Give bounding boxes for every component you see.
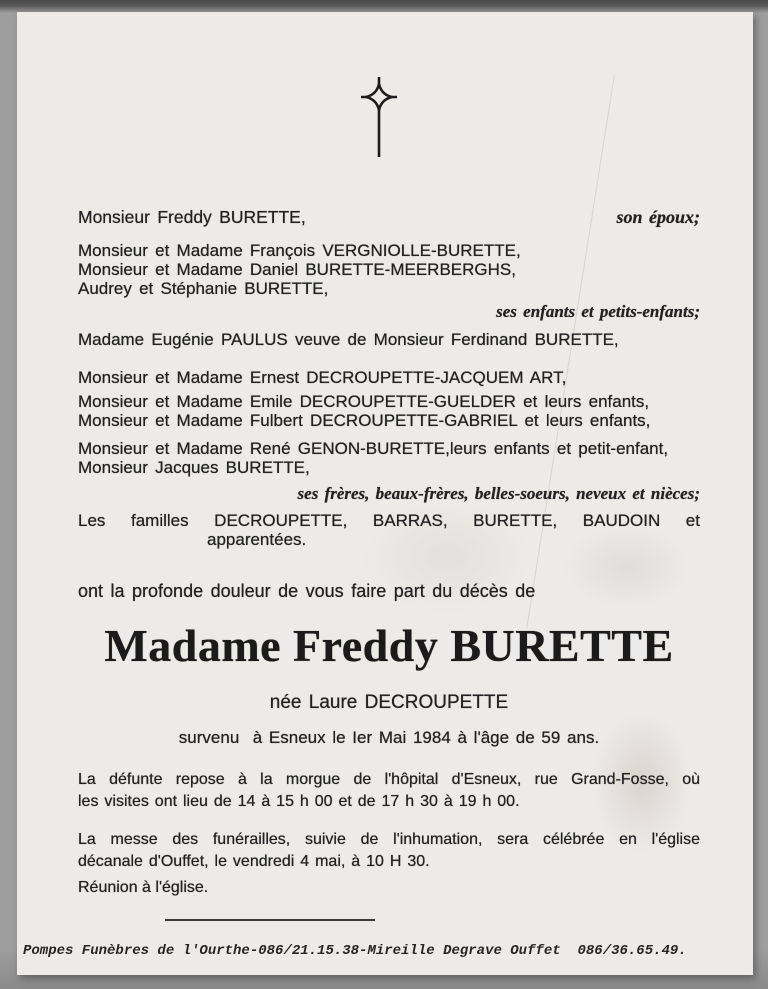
deceased-name: Madame Freddy BURETTE bbox=[104, 620, 674, 671]
maiden-name: née Laure DECROUPETTE bbox=[269, 692, 509, 713]
mass-line-2: décanale d'Ouffet, le vendredi 4 mai, à 10 H 30. bbox=[78, 853, 430, 870]
spouse-line bbox=[78, 207, 700, 227]
mourner-line: Monsieur et Madame Daniel BURETTE-MEERBERGHS, bbox=[78, 260, 516, 279]
divider-rule bbox=[165, 919, 375, 921]
repose-line-1: La défunte repose à la morgue de l'hôpital d'Esneux, rue Grand-Fosse, où bbox=[78, 771, 700, 788]
mass-paragraph bbox=[78, 829, 700, 873]
spouse-name: Monsieur Freddy BURETTE, bbox=[78, 207, 306, 227]
reunion-text: Réunion à l'église. bbox=[78, 879, 209, 896]
families-line-1: Les familles DECROUPETTE, BARRAS, BURETTE, BAUDOIN et bbox=[78, 511, 700, 530]
mourner-line: Monsieur et Madame René GENON-BURETTE,leurs enfants et petit-enfant, bbox=[78, 439, 669, 458]
children-relation-label: ses enfants et petits-enfants; bbox=[496, 302, 700, 321]
children-group bbox=[78, 241, 700, 298]
mourner-line: Monsieur et Madame Ernest DECROUPETTE-JACQUEM ART, bbox=[78, 368, 567, 387]
mourner-line: Monsieur et Madame François VERGNIOLLE-BURETTE, bbox=[78, 241, 521, 260]
siblings-relation-label: ses frères, beaux-frères, belles-soeurs, neveux et nièces; bbox=[297, 484, 700, 503]
mourner-line: Audrey et Stéphanie BURETTE, bbox=[78, 279, 329, 298]
mourner-line: Monsieur et Madame Emile DECROUPETTE-GUELDER et leurs enfants, bbox=[78, 392, 650, 411]
repose-line-2: les visites ont lieu de 14 à 15 h 00 et de 17 h 30 à 19 h 00. bbox=[78, 793, 520, 810]
mourner-line: Monsieur Jacques BURETTE, bbox=[78, 458, 310, 477]
death-details: survenu à Esneux le Ier Mai 1984 à l'âge de 59 ans. bbox=[178, 728, 600, 747]
announcement-text: ont la profonde douleur de vous faire part du décès de bbox=[78, 581, 536, 601]
families-line-2: apparentées. bbox=[207, 530, 307, 549]
memorial-card bbox=[17, 12, 753, 975]
mass-line-1: La messe des funérailles, suivie de l'inhumation, sera célébrée en l'église bbox=[78, 831, 700, 848]
funeral-home-footer: Pompes Funèbres de l'Ourthe-086/21.15.38-Mireille Degrave Ouffet 086/36.65.49. bbox=[23, 943, 687, 959]
mourner-line: Monsieur et Madame Fulbert DECROUPETTE-GABRIEL et leurs enfants, bbox=[78, 411, 651, 430]
spouse-relation-label: son époux; bbox=[616, 207, 700, 227]
widow-line: Madame Eugénie PAULUS veuve de Monsieur Ferdinand BURETTE, bbox=[78, 330, 619, 349]
siblings-group-b bbox=[78, 439, 700, 477]
card-body bbox=[17, 207, 753, 921]
memorial-cross-icon bbox=[356, 76, 402, 163]
siblings-group-a bbox=[78, 368, 700, 430]
repose-paragraph bbox=[78, 769, 700, 813]
